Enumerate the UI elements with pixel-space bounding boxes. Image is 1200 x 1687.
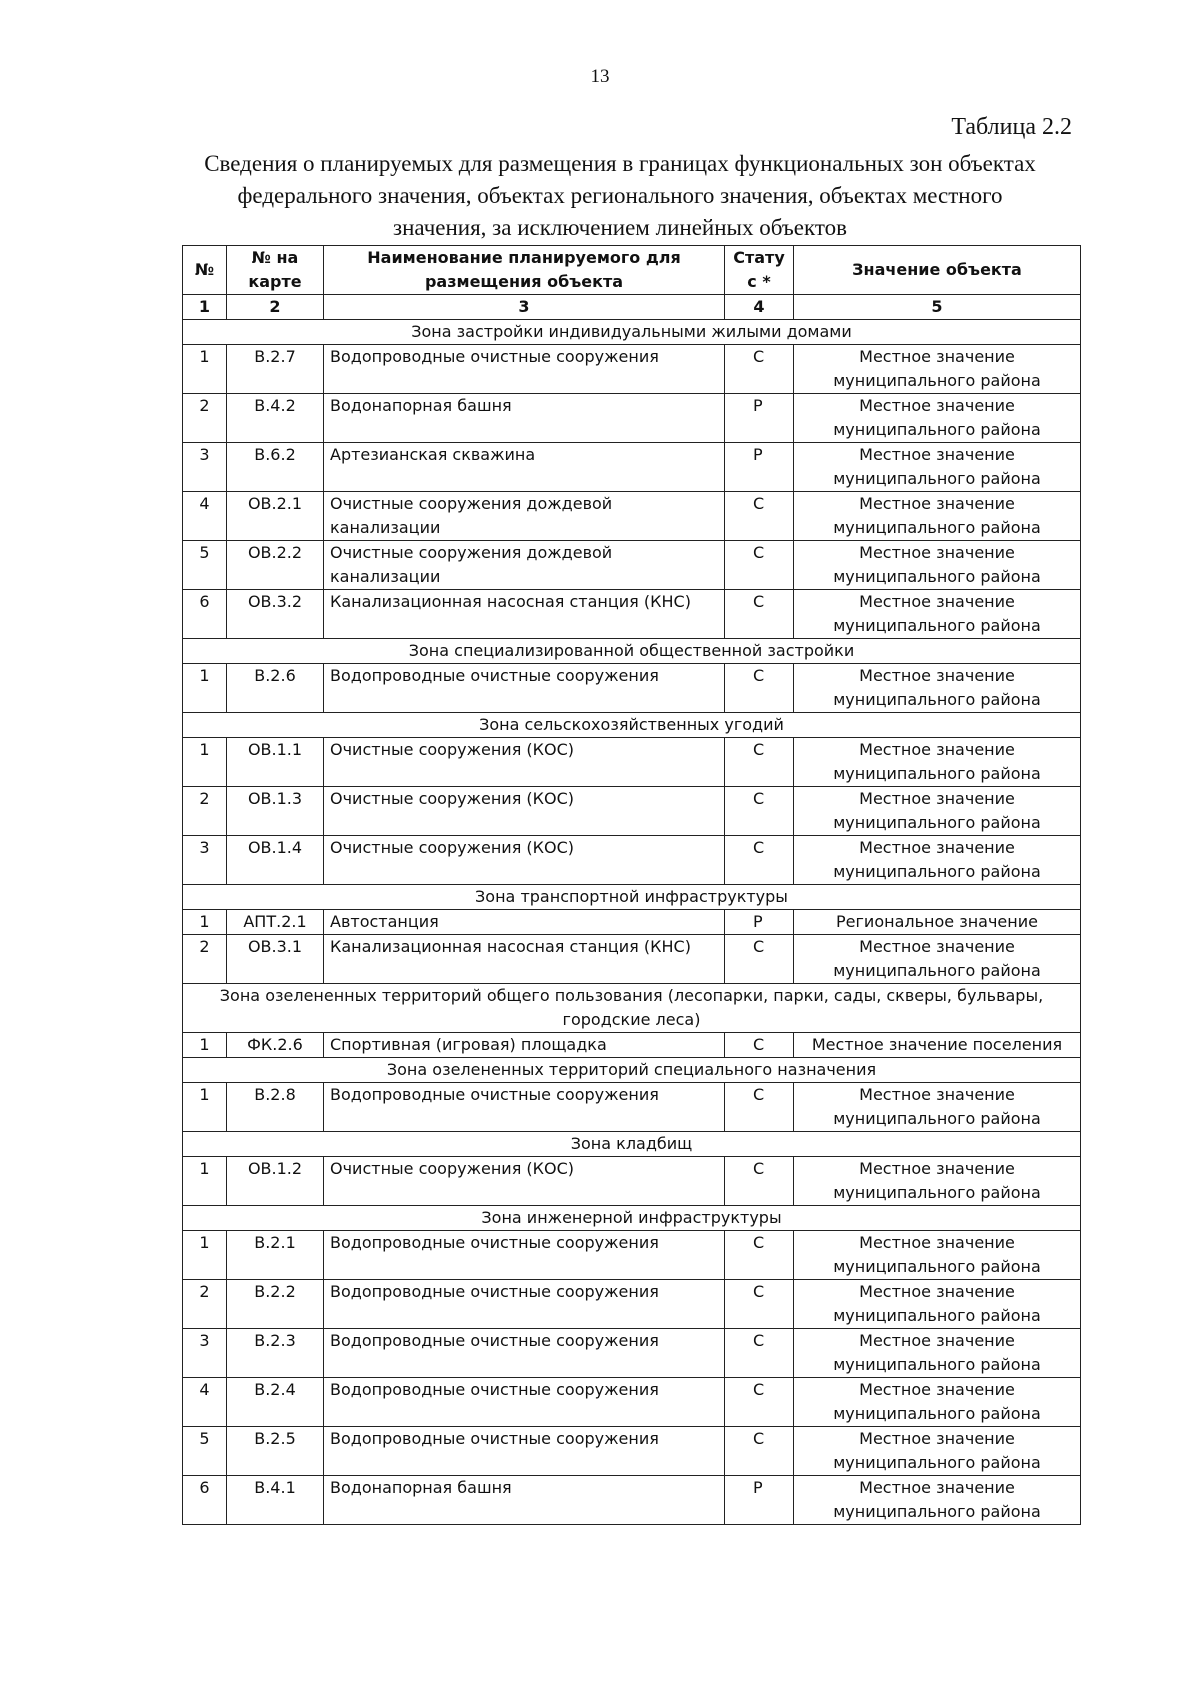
significance-line: муниципального района	[833, 690, 1041, 709]
object-name	[324, 1033, 725, 1058]
table-row	[183, 787, 1081, 836]
row-number: 2	[183, 935, 227, 984]
table-row	[183, 541, 1081, 590]
object-name	[324, 1083, 725, 1132]
object-name	[324, 1157, 725, 1206]
significance-line: Местное значение	[859, 543, 1015, 562]
map-code: В.2.8	[227, 1083, 324, 1132]
significance-line: муниципального района	[833, 813, 1041, 832]
header-map-code	[227, 246, 324, 295]
object-significance	[794, 443, 1081, 492]
table-row	[183, 1280, 1081, 1329]
object-status: С	[725, 1329, 794, 1378]
significance-line: муниципального района	[833, 616, 1041, 635]
map-code: В.2.2	[227, 1280, 324, 1329]
table-row	[183, 590, 1081, 639]
table-row	[183, 1231, 1081, 1280]
object-status: С	[725, 345, 794, 394]
object-significance	[794, 1378, 1081, 1427]
object-name-line: Водопроводные очистные сооружения	[330, 347, 659, 366]
column-number: 4	[725, 295, 794, 320]
object-status: С	[725, 1280, 794, 1329]
significance-line: Местное значение	[859, 1331, 1015, 1350]
significance-line: Местное значение	[859, 838, 1015, 857]
row-number: 4	[183, 1378, 227, 1427]
map-code: ОВ.1.3	[227, 787, 324, 836]
object-status: Р	[725, 443, 794, 492]
map-code: ОВ.1.1	[227, 738, 324, 787]
header-num: №	[183, 246, 227, 295]
object-status: С	[725, 787, 794, 836]
zone-title: Зона кладбищ	[183, 1132, 1081, 1157]
header-status	[725, 246, 794, 295]
object-status: С	[725, 1083, 794, 1132]
object-name	[324, 443, 725, 492]
table-row	[183, 910, 1081, 935]
object-name-line: Очистные сооружения (КОС)	[330, 838, 575, 857]
object-status: С	[725, 1231, 794, 1280]
table-row	[183, 492, 1081, 541]
object-name-line: Артезианская скважина	[330, 445, 536, 464]
object-name	[324, 345, 725, 394]
zone-title: Зона транспортной инфраструктуры	[183, 885, 1081, 910]
row-number: 3	[183, 1329, 227, 1378]
object-name-line: Очистные сооружения (КОС)	[330, 789, 575, 808]
map-code: ОВ.1.2	[227, 1157, 324, 1206]
zone-title: Зона озелененных территорий специального назначения	[183, 1058, 1081, 1083]
zone-row	[183, 713, 1081, 738]
object-name-line: Автостанция	[330, 912, 439, 931]
zone-title: Зона озелененных территорий общего пользования (лесопарки, парки, сады, скверы, бульвары, городские леса)	[183, 984, 1081, 1033]
map-code: ОВ.3.1	[227, 935, 324, 984]
significance-line: Местное значение	[859, 1159, 1015, 1178]
map-code: В.2.4	[227, 1378, 324, 1427]
map-code: ОВ.2.2	[227, 541, 324, 590]
significance-line: Местное значение	[859, 740, 1015, 759]
column-number: 1	[183, 295, 227, 320]
object-significance	[794, 492, 1081, 541]
row-number: 4	[183, 492, 227, 541]
header-status-line: Стату	[733, 248, 785, 267]
table-row	[183, 345, 1081, 394]
object-name	[324, 1231, 725, 1280]
header-significance: Значение объекта	[794, 246, 1081, 295]
object-name-line: Спортивная (игровая) площадка	[330, 1035, 607, 1054]
column-number-row	[183, 295, 1081, 320]
object-name-line: Канализационная насосная станция (КНС)	[330, 937, 691, 956]
significance-line: муниципального района	[833, 764, 1041, 783]
column-number: 5	[794, 295, 1081, 320]
object-status: С	[725, 836, 794, 885]
table-row	[183, 443, 1081, 492]
map-code: В.2.6	[227, 664, 324, 713]
caption-line: Сведения о планируемых для размещения в границах функциональных зон объектах	[204, 151, 1036, 176]
significance-line: муниципального района	[833, 1502, 1041, 1521]
zone-title: Зона специализированной общественной застройки	[183, 639, 1081, 664]
row-number: 2	[183, 394, 227, 443]
object-significance	[794, 1083, 1081, 1132]
object-status: С	[725, 738, 794, 787]
object-status: Р	[725, 910, 794, 935]
map-code: ОВ.3.2	[227, 590, 324, 639]
object-significance	[794, 590, 1081, 639]
object-name-line: Водопроводные очистные сооружения	[330, 666, 659, 685]
header-map-code-line: № на	[251, 248, 299, 267]
table-body	[183, 320, 1081, 1525]
significance-line: Местное значение	[859, 445, 1015, 464]
table-row	[183, 394, 1081, 443]
row-number: 3	[183, 836, 227, 885]
header-map-code-line: карте	[248, 272, 302, 291]
object-name	[324, 910, 725, 935]
significance-line: муниципального района	[833, 1109, 1041, 1128]
significance-line: муниципального района	[833, 567, 1041, 586]
row-number: 1	[183, 1083, 227, 1132]
column-number: 2	[227, 295, 324, 320]
object-name-line: канализации	[330, 567, 441, 586]
object-name	[324, 787, 725, 836]
object-name-line: Водопроводные очистные сооружения	[330, 1429, 659, 1448]
objects-table	[182, 245, 1081, 1525]
significance-line: муниципального района	[833, 862, 1041, 881]
object-name-line: Водопроводные очистные сооружения	[330, 1380, 659, 1399]
object-status: С	[725, 1033, 794, 1058]
object-name	[324, 541, 725, 590]
table-row	[183, 1378, 1081, 1427]
significance-line: Местное значение	[859, 1085, 1015, 1104]
significance-line: Местное значение	[859, 1478, 1015, 1497]
row-number: 1	[183, 1157, 227, 1206]
object-name	[324, 664, 725, 713]
object-name	[324, 394, 725, 443]
row-number: 5	[183, 1427, 227, 1476]
zone-title: Зона инженерной инфраструктуры	[183, 1206, 1081, 1231]
header-name-line: Наименование планируемого для	[367, 248, 681, 267]
significance-line: Местное значение	[859, 1282, 1015, 1301]
row-number: 1	[183, 910, 227, 935]
object-significance	[794, 664, 1081, 713]
table-row	[183, 1427, 1081, 1476]
object-significance	[794, 935, 1081, 984]
column-number: 3	[324, 295, 725, 320]
row-number: 1	[183, 1231, 227, 1280]
table-row	[183, 1033, 1081, 1058]
significance-line: муниципального района	[833, 1453, 1041, 1472]
row-number: 1	[183, 738, 227, 787]
significance-line: Местное значение	[859, 347, 1015, 366]
object-significance	[794, 1231, 1081, 1280]
object-name-line: Водонапорная башня	[330, 396, 512, 415]
map-code: ФК.2.6	[227, 1033, 324, 1058]
caption-line: значения, за исключением линейных объектов	[393, 215, 847, 240]
zone-title: Зона сельскохозяйственных угодий	[183, 713, 1081, 738]
table-caption	[160, 148, 1080, 244]
object-name-line: Канализационная насосная станция (КНС)	[330, 592, 691, 611]
map-code: В.2.1	[227, 1231, 324, 1280]
object-significance	[794, 1280, 1081, 1329]
table-row	[183, 836, 1081, 885]
significance-line: муниципального района	[833, 961, 1041, 980]
object-significance	[794, 1427, 1081, 1476]
header-status-line: с *	[747, 272, 771, 291]
zone-row	[183, 320, 1081, 345]
page-number: 13	[590, 66, 610, 87]
table-row	[183, 1157, 1081, 1206]
significance-line: муниципального района	[833, 420, 1041, 439]
table-row	[183, 1476, 1081, 1525]
table-row	[183, 1329, 1081, 1378]
object-name-line: Водопроводные очистные сооружения	[330, 1331, 659, 1350]
row-number: 1	[183, 664, 227, 713]
significance-line: Местное значение	[859, 1380, 1015, 1399]
significance-line: Местное значение поселения	[811, 1035, 1063, 1054]
significance-line: муниципального района	[833, 1257, 1041, 1276]
object-significance	[794, 1329, 1081, 1378]
object-significance	[794, 738, 1081, 787]
map-code: ОВ.2.1	[227, 492, 324, 541]
map-code: ОВ.1.4	[227, 836, 324, 885]
object-significance	[794, 1476, 1081, 1525]
object-significance	[794, 541, 1081, 590]
object-name	[324, 492, 725, 541]
row-number: 2	[183, 1280, 227, 1329]
significance-line: муниципального района	[833, 469, 1041, 488]
table-row	[183, 664, 1081, 713]
object-name-line: Очистные сооружения (КОС)	[330, 1159, 575, 1178]
zone-row	[183, 984, 1081, 1033]
table-row	[183, 935, 1081, 984]
row-number: 3	[183, 443, 227, 492]
object-significance	[794, 345, 1081, 394]
object-status: С	[725, 590, 794, 639]
row-number: 2	[183, 787, 227, 836]
row-number: 6	[183, 1476, 227, 1525]
row-number: 1	[183, 345, 227, 394]
object-name	[324, 1378, 725, 1427]
significance-line: Местное значение	[859, 1233, 1015, 1252]
object-status: С	[725, 1378, 794, 1427]
significance-line: Местное значение	[859, 937, 1015, 956]
object-significance	[794, 836, 1081, 885]
header-row	[183, 246, 1081, 295]
significance-line: Местное значение	[859, 396, 1015, 415]
map-code: В.4.1	[227, 1476, 324, 1525]
object-status: С	[725, 541, 794, 590]
header-name-line: размещения объекта	[424, 272, 624, 291]
object-name	[324, 590, 725, 639]
object-significance	[794, 1157, 1081, 1206]
object-status: С	[725, 492, 794, 541]
object-significance	[794, 1033, 1081, 1058]
zone-row	[183, 1206, 1081, 1231]
significance-line: Местное значение	[859, 494, 1015, 513]
object-name	[324, 738, 725, 787]
significance-line: муниципального района	[833, 371, 1041, 390]
map-code: В.4.2	[227, 394, 324, 443]
header-name	[324, 246, 725, 295]
object-status: С	[725, 1157, 794, 1206]
significance-line: муниципального района	[833, 1355, 1041, 1374]
map-code: В.2.5	[227, 1427, 324, 1476]
significance-line: Местное значение	[859, 789, 1015, 808]
object-status: С	[725, 1427, 794, 1476]
object-name-line: Водопроводные очистные сооружения	[330, 1282, 659, 1301]
zone-row	[183, 639, 1081, 664]
significance-line: Региональное значение	[836, 912, 1038, 931]
table-row	[183, 1083, 1081, 1132]
table-label: Таблица 2.2	[951, 114, 1072, 140]
map-code: В.2.3	[227, 1329, 324, 1378]
object-status: Р	[725, 394, 794, 443]
object-name-line: Очистные сооружения дождевой	[330, 543, 613, 562]
object-name-line: Водонапорная башня	[330, 1478, 512, 1497]
significance-line: Местное значение	[859, 666, 1015, 685]
object-name-line: канализации	[330, 518, 441, 537]
object-name	[324, 1280, 725, 1329]
row-number: 6	[183, 590, 227, 639]
object-significance	[794, 910, 1081, 935]
map-code: В.2.7	[227, 345, 324, 394]
significance-line: муниципального района	[833, 1306, 1041, 1325]
object-name	[324, 836, 725, 885]
object-name	[324, 935, 725, 984]
zone-row	[183, 1058, 1081, 1083]
row-number: 1	[183, 1033, 227, 1058]
object-name-line: Водопроводные очистные сооружения	[330, 1085, 659, 1104]
table-row	[183, 738, 1081, 787]
significance-line: муниципального района	[833, 1183, 1041, 1202]
object-significance	[794, 787, 1081, 836]
zone-row	[183, 885, 1081, 910]
zone-row	[183, 1132, 1081, 1157]
object-name-line: Очистные сооружения дождевой	[330, 494, 613, 513]
row-number: 5	[183, 541, 227, 590]
caption-line: федерального значения, объектах регионального значения, объектах местного	[237, 183, 1003, 208]
object-name-line: Водопроводные очистные сооружения	[330, 1233, 659, 1252]
object-significance	[794, 394, 1081, 443]
object-name-line: Очистные сооружения (КОС)	[330, 740, 575, 759]
significance-line: муниципального района	[833, 518, 1041, 537]
zone-title: Зона застройки индивидуальными жилыми домами	[183, 320, 1081, 345]
significance-line: Местное значение	[859, 1429, 1015, 1448]
object-name	[324, 1427, 725, 1476]
significance-line: муниципального района	[833, 1404, 1041, 1423]
map-code: В.6.2	[227, 443, 324, 492]
significance-line: Местное значение	[859, 592, 1015, 611]
object-status: С	[725, 664, 794, 713]
object-name	[324, 1329, 725, 1378]
object-status: С	[725, 935, 794, 984]
object-status: Р	[725, 1476, 794, 1525]
object-name	[324, 1476, 725, 1525]
map-code: АПТ.2.1	[227, 910, 324, 935]
